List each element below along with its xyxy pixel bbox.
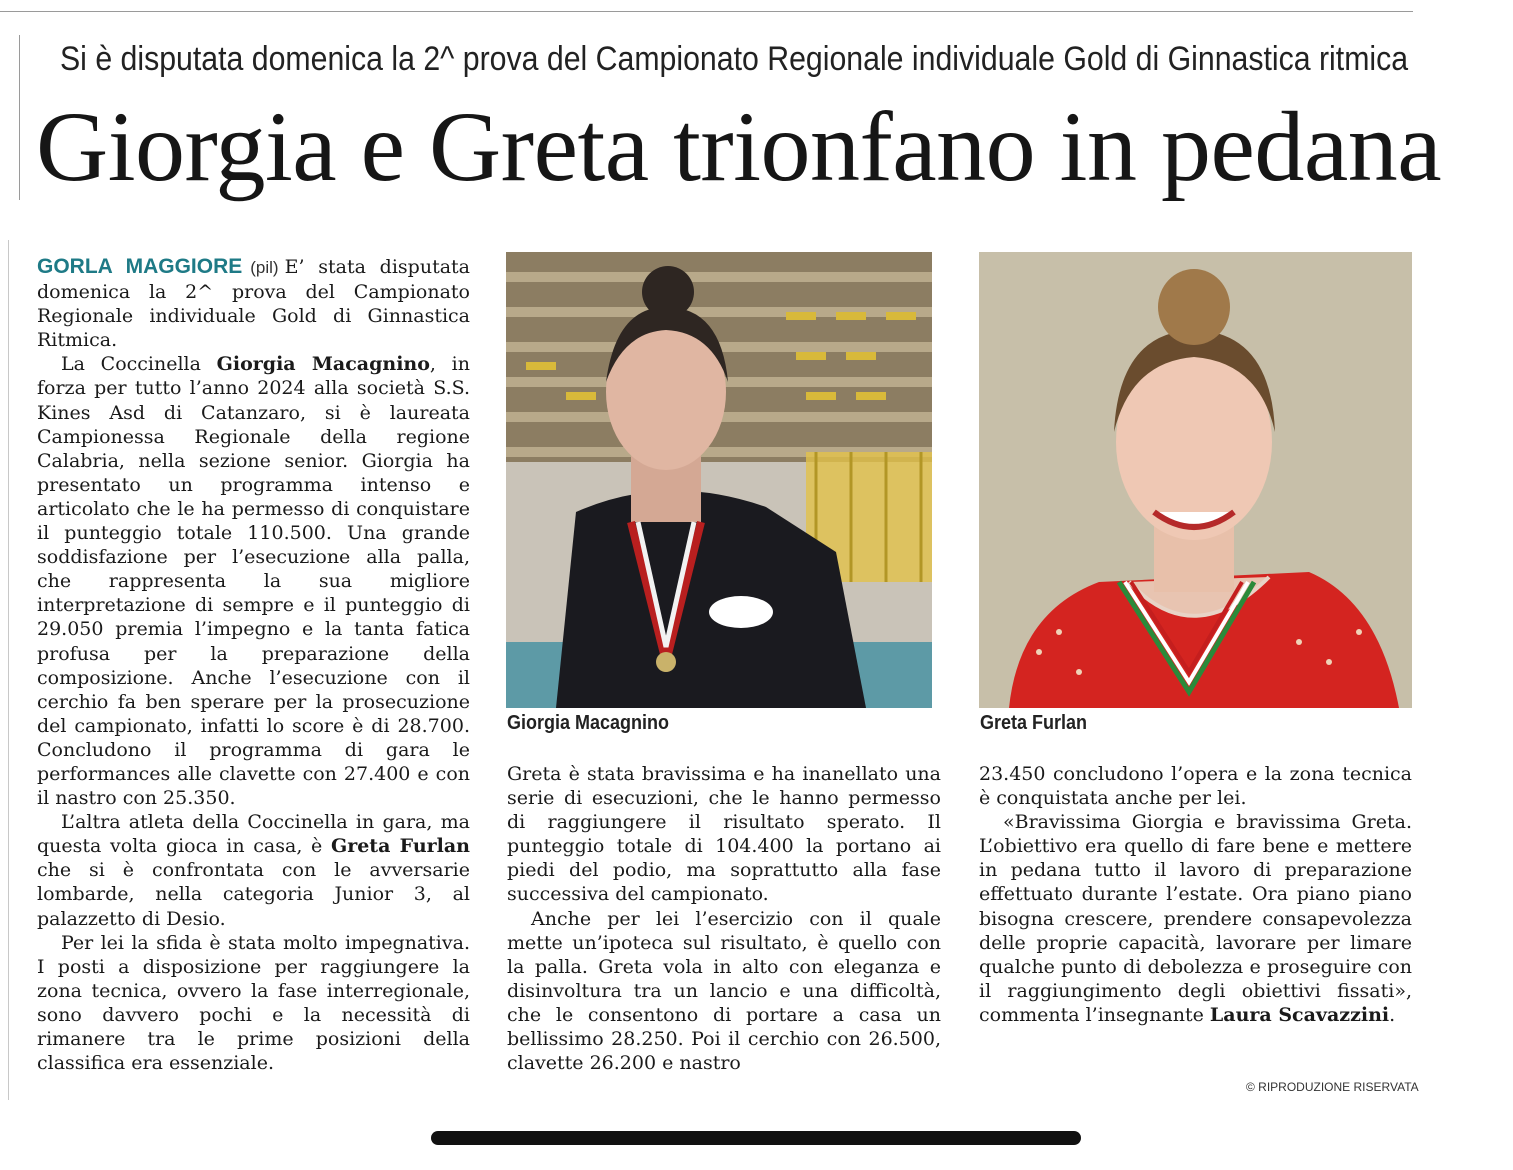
copyright-notice: © RIPRODUZIONE RISERVATA [1246, 1080, 1419, 1094]
paragraph [37, 810, 470, 930]
paragraph-text: La Coccinella [61, 353, 217, 376]
paragraph: Anche per lei l’esercizio con il quale mette un’ipoteca sul risultato, è quello con la palla. Greta vola in alto con eleganza e disinvoltura tra un lancio e una difficoltà, che le consentono di portare a casa un bellissimo 28.250. Poi il cerchio con 26.500, clavette 26.200 e nastro [507, 907, 941, 1075]
photo-greta-furlan [979, 252, 1412, 708]
paragraph [979, 810, 1412, 1027]
photo-illustration [979, 252, 1412, 708]
photo-caption: Giorgia Macagnino [507, 712, 670, 734]
article-column-1 [37, 255, 470, 1075]
headline: Giorgia e Greta trionfano in pedana [36, 91, 1442, 202]
paragraph-text: L’altra atleta della Coccinella in gara, ma questa volta gioca in casa, è [37, 811, 470, 858]
paragraph-text: E’ stata disputata domenica la 2^ prova del Campionato Regionale individuale Gold di Ginnastica Ritmica. [37, 256, 470, 352]
photo-illustration [506, 252, 932, 708]
paragraph-text: che si è confrontata con le avversarie lombarde, nella categoria Junior 3, al palazzetto di Desio. [37, 859, 470, 930]
photo-caption: Greta Furlan [980, 712, 1088, 734]
article-column-2 [507, 762, 941, 1075]
athlete-name: Giorgia Macagnino [216, 353, 430, 376]
paragraph-text: . [1389, 1003, 1396, 1026]
left-rule [19, 35, 20, 200]
paragraph-text: , in forza per tutto l’anno 2024 alla società S.S. Kines Asd di Catanzaro, si è laureata Campionessa Regionale della regione Calabria, nella sezione senior. Giorgia ha presentato un programma intenso e articolato che le ha permesso di conquistare il punteggio totale 110.500. Una grande soddisfazione per l’esecuzione alla palla, che rappresenta la sua migliore interpretazione di sempre e il punteggio di 29.050 premia l’impegno e la tanta fatica profusa per la preparazione della composizione. Anche l’esecuzione con il cerchio fa ben sperare per la prosecuzione del campionato, infatti lo score è di 28.700. Concludono il programma di gara le performances alle clavette con 27.400 e con il nastro con 25.350. [37, 353, 470, 810]
paragraph [37, 255, 470, 352]
paragraph-text: «Bravissima Giorgia e bravissima Greta. L’obiettivo era quello di fare bene e mettere in pedana tutto il lavoro di preparazione effettuato durante l’estate. Ora piano piano bisogna crescere, prendere consapevolezza delle proprie capacità, lavorare per limare qualche punto di debolezza e proseguire con il raggiungimento degli obiettivi fissati», commenta l’insegnante [979, 811, 1412, 1026]
athlete-name: Greta Furlan [330, 835, 470, 858]
paragraph [37, 352, 470, 810]
byline: (pil) [250, 258, 279, 277]
photo-giorgia-macagnino [506, 252, 932, 708]
kicker: Si è disputata domenica la 2^ prova del Campionato Regionale individuale Gold di Ginnastica ritmica [60, 40, 1409, 78]
dateline: GORLA MAGGIORE [37, 255, 243, 278]
column-rule [8, 240, 9, 1100]
paragraph: Greta è stata bravissima e ha inanellato una serie di esecuzioni, che le hanno permesso di raggiungere il risultato sperato. Il punteggio totale di 104.400 la portano ai piedi del podio, ma soprattutto alla fase successiva del campionato. [507, 763, 941, 906]
top-rule [0, 11, 1413, 12]
article-column-3 [979, 762, 1412, 1027]
paragraph: 23.450 concludono l’opera e la zona tecnica è conquistata anche per lei. [979, 763, 1412, 810]
home-indicator-bar[interactable] [431, 1131, 1081, 1145]
paragraph: Per lei la sfida è stata molto impegnativa. I posti a disposizione per raggiungere la zona tecnica, ovvero la fase interregionale, sono davvero pochi e la necessità di rimanere tra le prime posizioni della classifica era essenziale. [37, 931, 470, 1075]
teacher-name: Laura Scavazzini [1209, 1003, 1390, 1026]
